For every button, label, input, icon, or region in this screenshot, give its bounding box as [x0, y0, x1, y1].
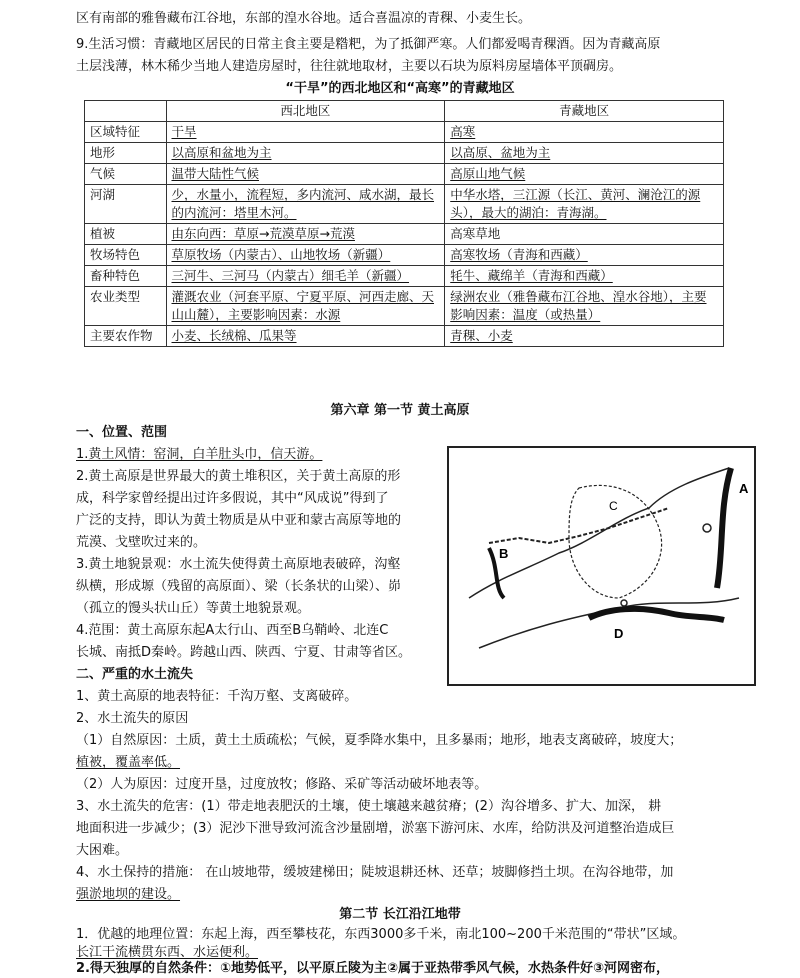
row-label: 区域特征: [85, 122, 167, 143]
erosion-para-5b: 地面积进一步减少；(3）泥沙下泄导致河流含沙量剧增，淤塞下游河床、水库，给防洪及河道整治造成巨: [76, 821, 675, 836]
comparison-table: [84, 100, 724, 347]
cell-northwest: 灌溉农业（河套平原、宁夏平原、河西走廊、天山山麓），主要影响因素：水源: [166, 287, 445, 326]
row-label: 地形: [85, 143, 167, 164]
intro-line-3: 土层浅薄，林木稀少当地人建造房屋时，往往就地取材，主要以石块为原料房屋墙体平顶碉房。: [76, 59, 623, 74]
taihang-mountains: [717, 468, 731, 588]
intro-line-1: 区有南部的雅鲁藏布江谷地，东部的湟水谷地。适合喜温凉的青稞、小麦生长。: [76, 11, 532, 26]
para-3a: 3.黄土地貌景观：水土流失使得黄土高原地表破碎，沟壑: [76, 557, 401, 572]
river-line: [479, 598, 739, 648]
row-label: 气候: [85, 164, 167, 185]
erosion-para-3a: （1）自然原因：土质，黄土土质疏松；气候，夏季降水集中，且多暴雨；地形，地表支离破碎，坡度大；: [76, 733, 683, 748]
table-row: [85, 122, 724, 143]
cell-northwest: 温带大陆性气候: [166, 164, 445, 185]
intro-line-2: 9.生活习惯：青藏地区居民的日常主食主要是糌粑，为了抵御严寒。人们都爱喝青稞酒。因为青藏高原: [76, 37, 661, 52]
map-drawing: [449, 448, 754, 684]
sec2-para-1a: 1．优越的地理位置：东起上海，西至攀枝花，东西3000多千米，南北100~200千米范围的“带状”区域。: [76, 927, 686, 942]
cell-qingzang: 牦牛、藏绵羊（青海和西藏）: [445, 266, 724, 287]
table-row: [85, 266, 724, 287]
sec2-para-2: 2.得天独厚的自然条件：①地势低平，以平原丘陵为主②属于亚热带季风气候，水热条件好③河网密布，: [76, 961, 670, 976]
erosion-para-2: 2、水土流失的原因: [76, 711, 189, 726]
cell-qingzang: 青稞、小麦: [445, 326, 724, 347]
table-header-row: [85, 101, 724, 122]
boundary-line: [469, 468, 729, 598]
cell-northwest: 干旱: [166, 122, 445, 143]
map-label-b: B: [499, 546, 509, 561]
table-caption: “干旱”的西北地区和“高寒”的青藏地区: [285, 81, 515, 96]
row-label: 植被: [85, 224, 167, 245]
qinling-mountains: [589, 609, 724, 620]
map-label-a: A: [739, 481, 749, 496]
erosion-para-3b: 植被，覆盖率低。: [76, 755, 181, 770]
section-2-title: 第二节 长江沿江地带: [339, 907, 461, 922]
row-label: 农业类型: [85, 287, 167, 326]
para-1: 1.黄土风情：窑洞，白羊肚头巾，信天游。: [76, 447, 323, 462]
cell-northwest: 少，水量小，流程短，多内流河、咸水湖，最长的内流河：塔里木河。: [166, 185, 445, 224]
para-2b: 成，科学家曾经提出过许多假说，其中“风成说”得到了: [76, 491, 389, 506]
sec2-para-1b: 长江干流横贯东西、水运便利。: [76, 945, 259, 960]
row-label: 主要农作物: [85, 326, 167, 347]
table-row: [85, 326, 724, 347]
table-header-qingzang: 青藏地区: [445, 101, 724, 122]
erosion-para-1: 1、黄土高原的地表特征：千沟万壑、支离破碎。: [76, 689, 358, 704]
cell-qingzang: 绿洲农业（雅鲁藏布江谷地、湟水谷地），主要影响因素：温度（或热量）: [445, 287, 724, 326]
row-label: 畜种特色: [85, 266, 167, 287]
table-header-empty: [85, 101, 167, 122]
great-wall-line: [489, 508, 669, 543]
erosion-para-4: （2）人为原因：过度开垦，过度放牧；修路、采矿等活动破坏地表等。: [76, 777, 488, 792]
cell-qingzang: 以高原、盆地为主: [445, 143, 724, 164]
para-4a: 4.范围：黄土高原东起A太行山、西至B乌鞘岭、北连C: [76, 623, 389, 638]
table-row: [85, 245, 724, 266]
cell-northwest: 由东向西：草原→荒漠草原→荒漠: [166, 224, 445, 245]
cell-qingzang: 高寒草地: [445, 224, 724, 245]
para-2d: 荒漠、戈壁吹过来的。: [76, 535, 207, 550]
cell-northwest: 三河牛、三河马（内蒙古）细毛羊（新疆）: [166, 266, 445, 287]
map-label-c: C: [609, 499, 618, 513]
erosion-para-6a: 4、水土保持的措施： 在山坡地带，缓坡建梯田；陡坡退耕还林、还草；坡脚修挡土坝。在沟谷地带，加: [76, 865, 674, 880]
erosion-para-5c: 大困难。: [76, 843, 129, 858]
table-header-northwest: 西北地区: [166, 101, 445, 122]
para-3c: （孤立的馒头状山丘）等黄土地貌景观。: [76, 601, 311, 616]
erosion-para-6b: 强淤地坝的建设。: [76, 887, 181, 902]
para-3b: 纵横，形成塬（残留的高原面）、梁（长条状的山梁）、峁: [76, 579, 402, 594]
loess-plateau-map: [447, 446, 756, 686]
section-heading-location: 一、位置、范围: [76, 425, 168, 440]
map-label-d: D: [614, 626, 624, 641]
table-row: [85, 185, 724, 224]
cell-northwest: 草原牧场（内蒙古）、山地牧场（新疆）: [166, 245, 445, 266]
table-row: [85, 164, 724, 185]
city-marker: [703, 524, 711, 532]
city-marker: [621, 600, 627, 606]
table-row: [85, 287, 724, 326]
row-label: 牧场特色: [85, 245, 167, 266]
cell-qingzang: 高寒: [445, 122, 724, 143]
para-4b: 长城、南抵D秦岭。跨越山西、陕西、宁夏、甘肃等省区。: [76, 645, 412, 660]
para-2c: 广泛的支持，即认为黄土物质是从中亚和蒙古高原等地的: [76, 513, 402, 528]
table-row: [85, 224, 724, 245]
para-2a: 2.黄土高原是世界最大的黄土堆积区，关于黄土高原的形: [76, 469, 401, 484]
cell-qingzang: 高寒牧场（青海和西藏）: [445, 245, 724, 266]
cell-northwest: 小麦、长绒棉、瓜果等: [166, 326, 445, 347]
chapter-title: 第六章 第一节 黄土高原: [330, 403, 470, 418]
cell-qingzang: 中华水塔，三江源（长江、黄河、澜沧江的源头），最大的湖泊：青海湖。: [445, 185, 724, 224]
erosion-para-5a: 3、水土流失的危害：(1）带走地表肥沃的土壤，使土壤越来越贫瘠；(2）沟谷增多、扩大、加深， 耕: [76, 799, 662, 814]
cell-qingzang: 高原山地气候: [445, 164, 724, 185]
cell-northwest: 以高原和盆地为主: [166, 143, 445, 164]
section-heading-soil-erosion: 二、严重的水土流失: [76, 667, 194, 682]
table-row: [85, 143, 724, 164]
row-label: 河湖: [85, 185, 167, 224]
